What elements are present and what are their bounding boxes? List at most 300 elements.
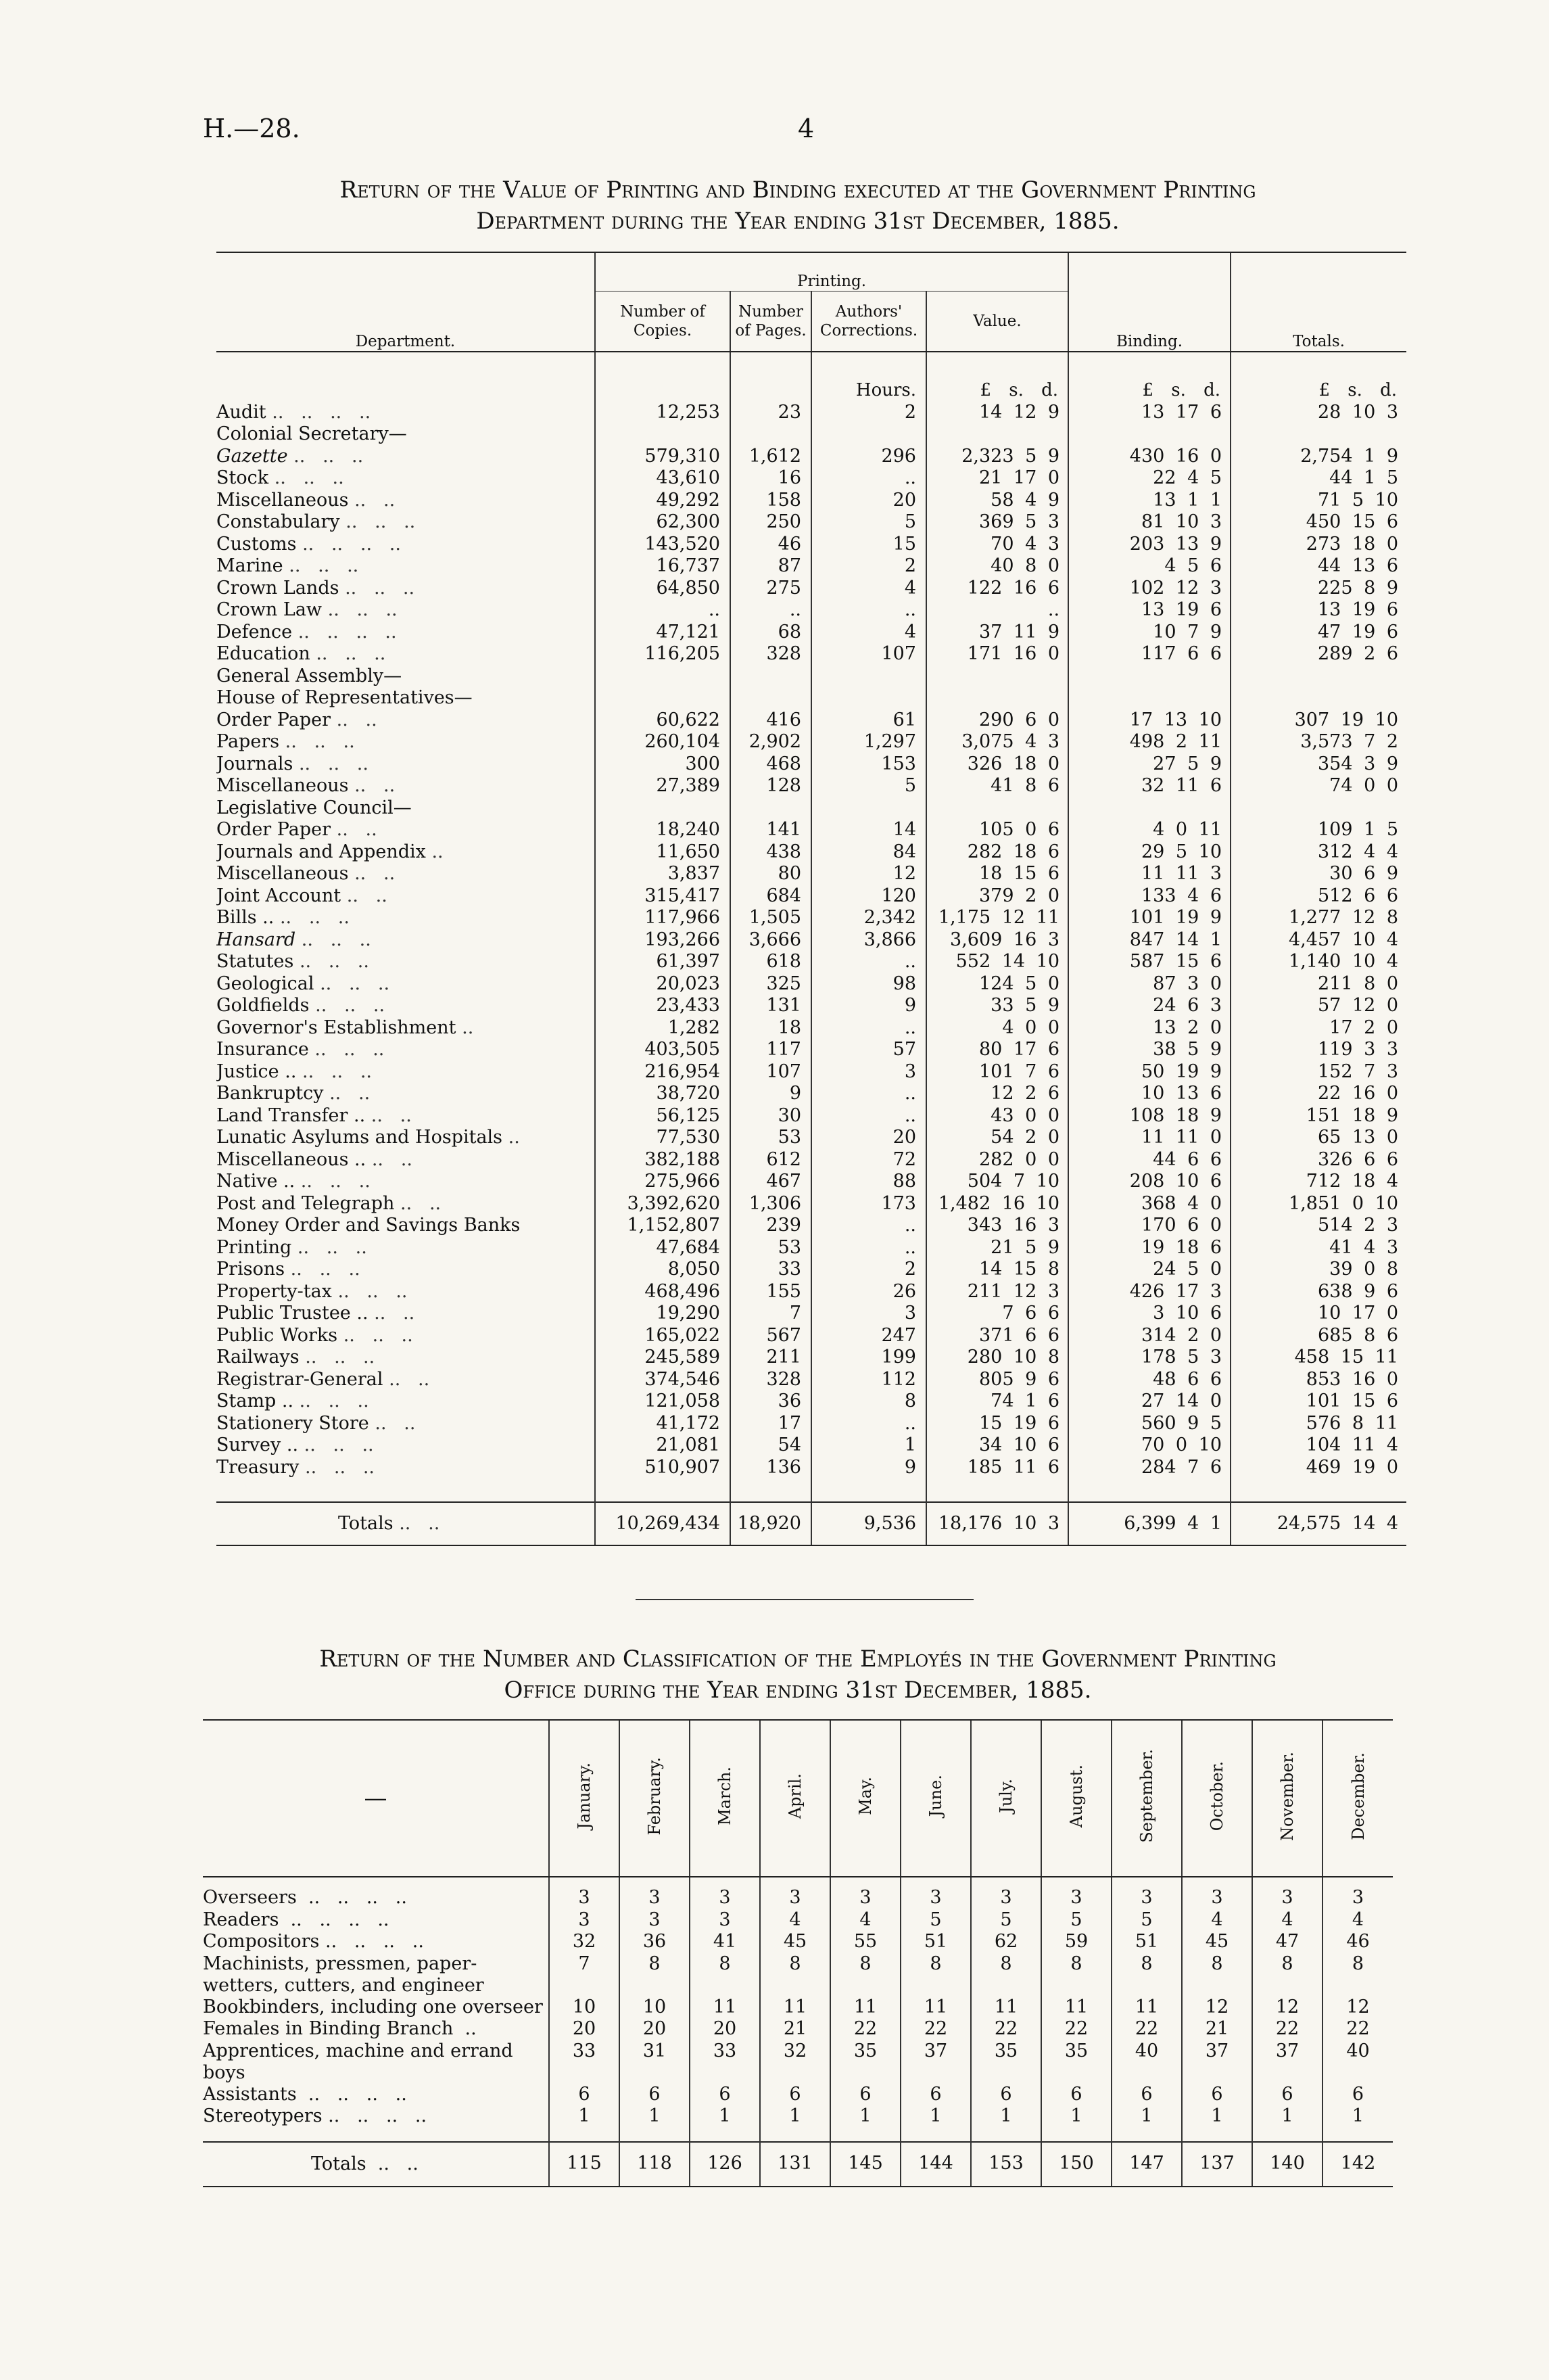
pages-cell: 46 bbox=[730, 534, 811, 556]
value-cell: 15 19 6 bbox=[926, 1413, 1068, 1435]
department-cell bbox=[216, 885, 595, 908]
month-value-cell: 20 bbox=[619, 2018, 690, 2040]
totals-label: Totals bbox=[338, 1512, 394, 1534]
month-value-cell: 3 bbox=[1182, 1877, 1252, 1909]
department-cell bbox=[216, 1193, 595, 1215]
month-value-cell: 40 bbox=[1322, 2040, 1393, 2084]
leader-dots: .. .. .. bbox=[337, 1280, 408, 1302]
month-value-cell: 6 bbox=[1182, 2084, 1252, 2106]
totals-cell: 712 18 4 bbox=[1231, 1171, 1406, 1193]
pages-cell: 275 bbox=[730, 578, 811, 600]
value-cell: 2,323 5 9 bbox=[926, 446, 1068, 468]
department-row bbox=[216, 863, 1406, 885]
table2-title bbox=[203, 1643, 1393, 1706]
authors-corrections-cell: 20 bbox=[811, 490, 926, 512]
month-value-cell: 1 bbox=[971, 2105, 1041, 2128]
month-value-cell: 33 bbox=[690, 2040, 760, 2084]
copies-cell: 49,292 bbox=[595, 490, 730, 512]
month-value-cell: 3 bbox=[690, 1909, 760, 1932]
department-row bbox=[216, 1149, 1406, 1171]
department-cell bbox=[216, 951, 595, 973]
employee-class-label: Apprentices, machine and errand boys bbox=[203, 2040, 519, 2083]
authors-corrections-cell: 72 bbox=[811, 1149, 926, 1171]
department-label: Survey .. bbox=[216, 1434, 299, 1455]
month-value-cell: 45 bbox=[1182, 1931, 1252, 1953]
department-label: Land Transfer .. bbox=[216, 1104, 366, 1126]
binding-cell: 178 5 3 bbox=[1068, 1347, 1231, 1369]
month-value-cell: 3 bbox=[760, 1877, 830, 1909]
copies-cell: 216,954 bbox=[595, 1061, 730, 1083]
binding-cell: 19 18 6 bbox=[1068, 1237, 1231, 1259]
department-row bbox=[216, 687, 1406, 709]
copies-cell: 16,737 bbox=[595, 555, 730, 578]
department-label: Native .. bbox=[216, 1171, 295, 1192]
authors-corrections-cell: 61 bbox=[811, 709, 926, 732]
department-cell bbox=[216, 1347, 595, 1369]
department-label: Registrar-General bbox=[216, 1368, 383, 1390]
pages-cell bbox=[730, 797, 811, 820]
authors-corrections-cell: 2 bbox=[811, 555, 926, 578]
month-value-cell: 137 bbox=[1182, 2142, 1252, 2187]
totals-cell: 514 2 3 bbox=[1231, 1215, 1406, 1237]
month-value-cell: 36 bbox=[619, 1931, 690, 1953]
department-row bbox=[216, 819, 1406, 841]
binding-cell: 13 2 0 bbox=[1068, 1017, 1231, 1040]
value-cell: 101 7 6 bbox=[926, 1061, 1068, 1083]
copies-cell: 300 bbox=[595, 753, 730, 776]
binding-cell: 70 0 10 bbox=[1068, 1434, 1231, 1457]
leader-dots: .. .. .. bbox=[304, 1434, 374, 1455]
copies-cell: 43,610 bbox=[595, 467, 730, 490]
copies-cell: 12,253 bbox=[595, 402, 730, 424]
totals-cell: 638 9 6 bbox=[1231, 1281, 1406, 1303]
department-row bbox=[216, 402, 1406, 424]
binding-cell: 847 14 1 bbox=[1068, 929, 1231, 952]
department-row bbox=[216, 907, 1406, 929]
spacer-row bbox=[216, 1478, 1406, 1502]
totals-cell: 450 15 6 bbox=[1231, 511, 1406, 534]
department-label: Geological bbox=[216, 973, 314, 994]
value-cell: 105 0 6 bbox=[926, 819, 1068, 841]
month-value-cell: 8 bbox=[690, 1953, 760, 1997]
totals-cell: 71 5 10 bbox=[1231, 490, 1406, 512]
month-header bbox=[760, 1720, 830, 1877]
leader-dots: .. .. .. bbox=[343, 1324, 413, 1346]
department-label: Bills .. bbox=[216, 907, 275, 928]
value-cell bbox=[926, 666, 1068, 688]
binding-cell: 203 13 9 bbox=[1068, 534, 1231, 556]
totals-cell: 65 13 0 bbox=[1231, 1127, 1406, 1149]
month-value-cell: 1 bbox=[549, 2105, 619, 2128]
employee-class-row bbox=[203, 2105, 1393, 2128]
leader-dots: .. .. .. bbox=[316, 643, 386, 664]
employee-class-row bbox=[203, 1997, 1393, 2019]
month-value-cell: 11 bbox=[830, 1997, 901, 2019]
department-row bbox=[216, 841, 1406, 864]
department-label: Crown Law bbox=[216, 599, 323, 620]
department-cell bbox=[216, 929, 595, 952]
authors-corrections-cell: 112 bbox=[811, 1369, 926, 1391]
department-label: Marine bbox=[216, 555, 283, 576]
department-cell bbox=[216, 907, 595, 929]
department-row bbox=[216, 775, 1406, 797]
month-value-cell: 3 bbox=[619, 1877, 690, 1909]
value-cell: 40 8 0 bbox=[926, 555, 1068, 578]
binding-cell: 13 17 6 bbox=[1068, 402, 1231, 424]
binding-cell: 498 2 11 bbox=[1068, 731, 1231, 753]
department-cell bbox=[216, 599, 595, 622]
value-cell: 326 18 0 bbox=[926, 753, 1068, 776]
binding-cell: 24 6 3 bbox=[1068, 995, 1231, 1017]
spacer-cell bbox=[619, 2128, 690, 2142]
pages-cell: 211 bbox=[730, 1347, 811, 1369]
copies-cell: 20,023 bbox=[595, 973, 730, 996]
binding-cell: 13 1 1 bbox=[1068, 490, 1231, 512]
department-cell bbox=[216, 1083, 595, 1105]
binding-cell: 587 15 6 bbox=[1068, 951, 1231, 973]
copies-cell bbox=[595, 797, 730, 820]
authors-corrections-cell: .. bbox=[811, 1413, 926, 1435]
binding-cell: 102 12 3 bbox=[1068, 578, 1231, 600]
authors-corrections-cell: 84 bbox=[811, 841, 926, 864]
leader-dots: .. .. bbox=[346, 885, 387, 906]
authors-corrections-cell: 8 bbox=[811, 1391, 926, 1413]
leader-dots: .. .. .. bbox=[279, 907, 350, 928]
leader-dots: .. .. .. bbox=[297, 1236, 367, 1258]
month-value-cell: 1 bbox=[1041, 2105, 1112, 2128]
month-value-cell: 47 bbox=[1252, 1931, 1322, 1953]
month-value-cell: 147 bbox=[1112, 2142, 1182, 2187]
authors-corrections-cell: 2,342 bbox=[811, 907, 926, 929]
totals-cell: 576 8 11 bbox=[1231, 1413, 1406, 1435]
month-value-cell: 3 bbox=[549, 1909, 619, 1932]
department-row bbox=[216, 423, 1406, 446]
binding-cell: 560 9 5 bbox=[1068, 1413, 1231, 1435]
authors-corrections-cell: 5 bbox=[811, 775, 926, 797]
binding-cell: 44 6 6 bbox=[1068, 1149, 1231, 1171]
binding-cell: 11 11 3 bbox=[1068, 863, 1231, 885]
copies-cell: 18,240 bbox=[595, 819, 730, 841]
department-cell bbox=[216, 1259, 595, 1281]
leader-dots: .. bbox=[462, 1017, 474, 1038]
month-label: May. bbox=[856, 1777, 875, 1815]
header-department: Department. bbox=[216, 252, 595, 352]
authors-corrections-cell bbox=[811, 687, 926, 709]
copies-cell: 116,205 bbox=[595, 643, 730, 666]
month-value-cell: 8 bbox=[760, 1953, 830, 1997]
totals-cell: 13 19 6 bbox=[1231, 599, 1406, 622]
department-cell bbox=[216, 731, 595, 753]
department-row bbox=[216, 1061, 1406, 1083]
month-value-cell: 118 bbox=[619, 2142, 690, 2187]
department-cell bbox=[216, 1215, 595, 1237]
document-reference: H.—28. bbox=[203, 114, 300, 143]
month-header bbox=[549, 1720, 619, 1877]
binding-cell: 17 13 10 bbox=[1068, 709, 1231, 732]
department-label: Public Works bbox=[216, 1324, 338, 1346]
copies-cell: 245,589 bbox=[595, 1347, 730, 1369]
month-value-cell: 37 bbox=[901, 2040, 971, 2084]
pages-cell: 1,306 bbox=[730, 1193, 811, 1215]
department-row bbox=[216, 1171, 1406, 1193]
pages-cell: 155 bbox=[730, 1281, 811, 1303]
value-cell: 124 5 0 bbox=[926, 973, 1068, 996]
table2-title-line2: Office during the Year ending 31st December, 1885. bbox=[504, 1677, 1092, 1704]
department-label: Stamp .. bbox=[216, 1391, 294, 1411]
pages-cell: 328 bbox=[730, 643, 811, 666]
value-cell: 3,609 16 3 bbox=[926, 929, 1068, 952]
spacer-cell bbox=[1231, 1478, 1406, 1502]
month-value-cell: 6 bbox=[690, 2084, 760, 2106]
authors-corrections-cell: 15 bbox=[811, 534, 926, 556]
value-cell: 3,075 4 3 bbox=[926, 731, 1068, 753]
value-cell: 21 5 9 bbox=[926, 1237, 1068, 1259]
authors-corrections-cell: 199 bbox=[811, 1347, 926, 1369]
totals-cell: 3,573 7 2 bbox=[1231, 731, 1406, 753]
pages-cell: 16 bbox=[730, 467, 811, 490]
department-row bbox=[216, 599, 1406, 622]
month-value-cell: 150 bbox=[1041, 2142, 1112, 2187]
spacer-cell bbox=[1182, 2128, 1252, 2142]
binding-cell: 27 14 0 bbox=[1068, 1391, 1231, 1413]
section-divider bbox=[636, 1599, 974, 1600]
authors-corrections-cell: 3 bbox=[811, 1061, 926, 1083]
authors-corrections-cell: 173 bbox=[811, 1193, 926, 1215]
value-cell: 1,175 12 11 bbox=[926, 907, 1068, 929]
copies-cell: 315,417 bbox=[595, 885, 730, 908]
leader-dots: .. .. bbox=[336, 819, 377, 840]
leader-dots: .. .. bbox=[354, 775, 396, 796]
month-value-cell: 131 bbox=[760, 2142, 830, 2187]
month-value-cell: 3 bbox=[1112, 1877, 1182, 1909]
employee-class-row bbox=[203, 1953, 1393, 1997]
pages-cell: 467 bbox=[730, 1171, 811, 1193]
leader-dots: .. .. .. bbox=[314, 1039, 385, 1060]
authors-corrections-cell: 98 bbox=[811, 973, 926, 996]
binding-cell: 208 10 6 bbox=[1068, 1171, 1231, 1193]
copies-cell: 21,081 bbox=[595, 1434, 730, 1457]
pages-cell: 36 bbox=[730, 1391, 811, 1413]
totals-cell bbox=[1231, 666, 1406, 688]
leader-dots: .. .. .. .. bbox=[302, 533, 401, 555]
binding-cell: 13 19 6 bbox=[1068, 599, 1231, 622]
leader-dots: .. .. bbox=[374, 1303, 415, 1324]
pages-cell: 53 bbox=[730, 1127, 811, 1149]
month-value-cell: 20 bbox=[690, 2018, 760, 2040]
copies-cell: 10,269,434 bbox=[595, 1502, 730, 1545]
month-value-cell: 55 bbox=[830, 1931, 901, 1953]
value-cell: 211 12 3 bbox=[926, 1281, 1068, 1303]
pages-cell: 468 bbox=[730, 753, 811, 776]
month-label: October. bbox=[1208, 1760, 1226, 1831]
employee-class-row bbox=[203, 2040, 1393, 2084]
month-value-cell: 11 bbox=[760, 1997, 830, 2019]
authors-corrections-cell bbox=[811, 797, 926, 820]
value-cell: 4 0 0 bbox=[926, 1017, 1068, 1040]
copies-cell bbox=[595, 423, 730, 446]
department-label: Crown Lands bbox=[216, 577, 339, 599]
copies-cell: 579,310 bbox=[595, 446, 730, 468]
totals-cell: 4,457 10 4 bbox=[1231, 929, 1406, 952]
department-cell bbox=[216, 423, 595, 446]
department-row bbox=[216, 578, 1406, 600]
value-cell: 1,482 16 10 bbox=[926, 1193, 1068, 1215]
totals-label: Totals .. .. bbox=[203, 2142, 549, 2187]
totals-cell: 225 8 9 bbox=[1231, 578, 1406, 600]
employee-class-label: Females in Binding Branch .. bbox=[203, 2018, 477, 2039]
spacer-cell bbox=[1041, 2128, 1112, 2142]
copies-cell: 3,837 bbox=[595, 863, 730, 885]
pages-cell: 17 bbox=[730, 1413, 811, 1435]
department-row bbox=[216, 1105, 1406, 1127]
department-label: Governor's Establishment bbox=[216, 1017, 456, 1038]
leader-dots: .. .. bbox=[389, 1368, 430, 1390]
department-row bbox=[216, 1281, 1406, 1303]
month-value-cell: 22 bbox=[901, 2018, 971, 2040]
copies-cell: 19,290 bbox=[595, 1303, 730, 1325]
month-value-cell: 12 bbox=[1182, 1997, 1252, 2019]
pages-cell: 3,666 bbox=[730, 929, 811, 952]
pages-cell: 158 bbox=[730, 490, 811, 512]
binding-cell: 430 16 0 bbox=[1068, 446, 1231, 468]
pages-cell: 128 bbox=[730, 775, 811, 797]
value-cell: 70 4 3 bbox=[926, 534, 1068, 556]
authors-corrections-cell: 26 bbox=[811, 1281, 926, 1303]
pages-cell: 23 bbox=[730, 402, 811, 424]
binding-cell: 87 3 0 bbox=[1068, 973, 1231, 996]
totals-cell: 685 8 6 bbox=[1231, 1325, 1406, 1347]
binding-cell: 48 6 6 bbox=[1068, 1369, 1231, 1391]
value-cell: 21 17 0 bbox=[926, 467, 1068, 490]
month-value-cell: 59 bbox=[1041, 1931, 1112, 1953]
department-label: Statutes bbox=[216, 951, 294, 972]
department-label: Miscellaneous bbox=[216, 489, 349, 511]
spacer-cell bbox=[730, 1478, 811, 1502]
department-cell bbox=[216, 1434, 595, 1457]
department-label: Customs bbox=[216, 533, 297, 555]
leader-dots: .. .. .. bbox=[299, 1391, 369, 1411]
department-row bbox=[216, 1259, 1406, 1281]
leader-dots: .. .. .. bbox=[274, 467, 344, 488]
copies-cell: 193,266 bbox=[595, 929, 730, 952]
pages-cell: 612 bbox=[730, 1149, 811, 1171]
department-row bbox=[216, 490, 1406, 512]
month-value-cell: 126 bbox=[690, 2142, 760, 2187]
pages-cell: 117 bbox=[730, 1039, 811, 1061]
department-cell bbox=[216, 1502, 595, 1545]
month-value-cell: 1 bbox=[830, 2105, 901, 2128]
value-cell: 371 6 6 bbox=[926, 1325, 1068, 1347]
department-cell bbox=[216, 1039, 595, 1061]
spacer-cell bbox=[203, 2128, 549, 2142]
value-cell: 58 4 9 bbox=[926, 490, 1068, 512]
leader-dots: .. .. .. bbox=[293, 445, 364, 467]
leader-dots: .. .. .. bbox=[300, 1171, 371, 1192]
month-value-cell: 8 bbox=[901, 1953, 971, 1997]
month-value-cell: 6 bbox=[760, 2084, 830, 2106]
month-value-cell: 1 bbox=[1112, 2105, 1182, 2128]
header-binding: Binding. bbox=[1068, 252, 1231, 352]
department-row bbox=[216, 753, 1406, 776]
totals-cell: 1,277 12 8 bbox=[1231, 907, 1406, 929]
value-cell: 12 2 6 bbox=[926, 1083, 1068, 1105]
department-label: Legislative Council— bbox=[216, 797, 412, 818]
department-label: Bankruptcy bbox=[216, 1083, 324, 1104]
copies-cell: 60,622 bbox=[595, 709, 730, 732]
pages-cell: 567 bbox=[730, 1325, 811, 1347]
spacer-row bbox=[203, 2128, 1393, 2142]
totals-cell: 1,140 10 4 bbox=[1231, 951, 1406, 973]
totals-cell bbox=[1231, 423, 1406, 446]
department-row bbox=[216, 1303, 1406, 1325]
pages-cell: 250 bbox=[730, 511, 811, 534]
authors-corrections-cell: .. bbox=[811, 599, 926, 622]
department-cell bbox=[216, 775, 595, 797]
value-cell: 282 18 6 bbox=[926, 841, 1068, 864]
leader-dots: .. .. .. bbox=[345, 577, 415, 599]
totals-cell: 41 4 3 bbox=[1231, 1237, 1406, 1259]
totals-cell bbox=[1231, 687, 1406, 709]
binding-cell: 368 4 0 bbox=[1068, 1193, 1231, 1215]
pages-cell: 438 bbox=[730, 841, 811, 864]
spacer-cell bbox=[549, 2128, 619, 2142]
department-row bbox=[216, 666, 1406, 688]
leader-dots: .. .. bbox=[336, 709, 377, 730]
header-printing: Printing. bbox=[595, 252, 1068, 291]
month-value-cell: 31 bbox=[619, 2040, 690, 2084]
department-row bbox=[216, 1434, 1406, 1457]
totals-cell: 104 11 4 bbox=[1231, 1434, 1406, 1457]
leader-dots: .. .. .. bbox=[320, 973, 390, 994]
month-value-cell: 5 bbox=[971, 1909, 1041, 1932]
binding-cell: 24 5 0 bbox=[1068, 1259, 1231, 1281]
department-cell bbox=[216, 1457, 595, 1479]
month-value-cell: 20 bbox=[549, 2018, 619, 2040]
month-label: November. bbox=[1278, 1751, 1297, 1841]
table1-title-line1: Return of the Value of Printing and Binding executed at the Government Printing bbox=[339, 177, 1256, 204]
value-cell: 280 10 8 bbox=[926, 1347, 1068, 1369]
spacer-cell bbox=[595, 1478, 730, 1502]
month-value-cell: 1 bbox=[1182, 2105, 1252, 2128]
authors-corrections-cell: .. bbox=[811, 1017, 926, 1040]
value-cell: 379 2 0 bbox=[926, 885, 1068, 908]
department-cell bbox=[216, 841, 595, 864]
authors-corrections-cell: .. bbox=[811, 1105, 926, 1127]
employee-class-label: Bookbinders, including one overseer bbox=[203, 1996, 543, 2017]
month-value-cell: 4 bbox=[760, 1909, 830, 1932]
department-label: Railways bbox=[216, 1347, 300, 1368]
binding-cell: 170 6 0 bbox=[1068, 1215, 1231, 1237]
header-copies: Number of Copies. bbox=[595, 291, 730, 352]
department-cell bbox=[216, 1413, 595, 1435]
month-value-cell: 6 bbox=[619, 2084, 690, 2106]
binding-cell: 81 10 3 bbox=[1068, 511, 1231, 534]
pages-cell: 9 bbox=[730, 1083, 811, 1105]
binding-cell: 6,399 4 1 bbox=[1068, 1502, 1231, 1545]
copies-cell: 165,022 bbox=[595, 1325, 730, 1347]
binding-cell: 284 7 6 bbox=[1068, 1457, 1231, 1479]
totals-cell: 273 18 0 bbox=[1231, 534, 1406, 556]
binding-cell: 133 4 6 bbox=[1068, 885, 1231, 908]
spacer-cell bbox=[216, 1478, 595, 1502]
month-label: April. bbox=[786, 1773, 805, 1819]
copies-cell: 8,050 bbox=[595, 1259, 730, 1281]
department-cell bbox=[216, 534, 595, 556]
value-cell: 33 5 9 bbox=[926, 995, 1068, 1017]
binding-cell: 4 0 11 bbox=[1068, 819, 1231, 841]
department-cell bbox=[216, 578, 595, 600]
totals-cell: 458 15 11 bbox=[1231, 1347, 1406, 1369]
